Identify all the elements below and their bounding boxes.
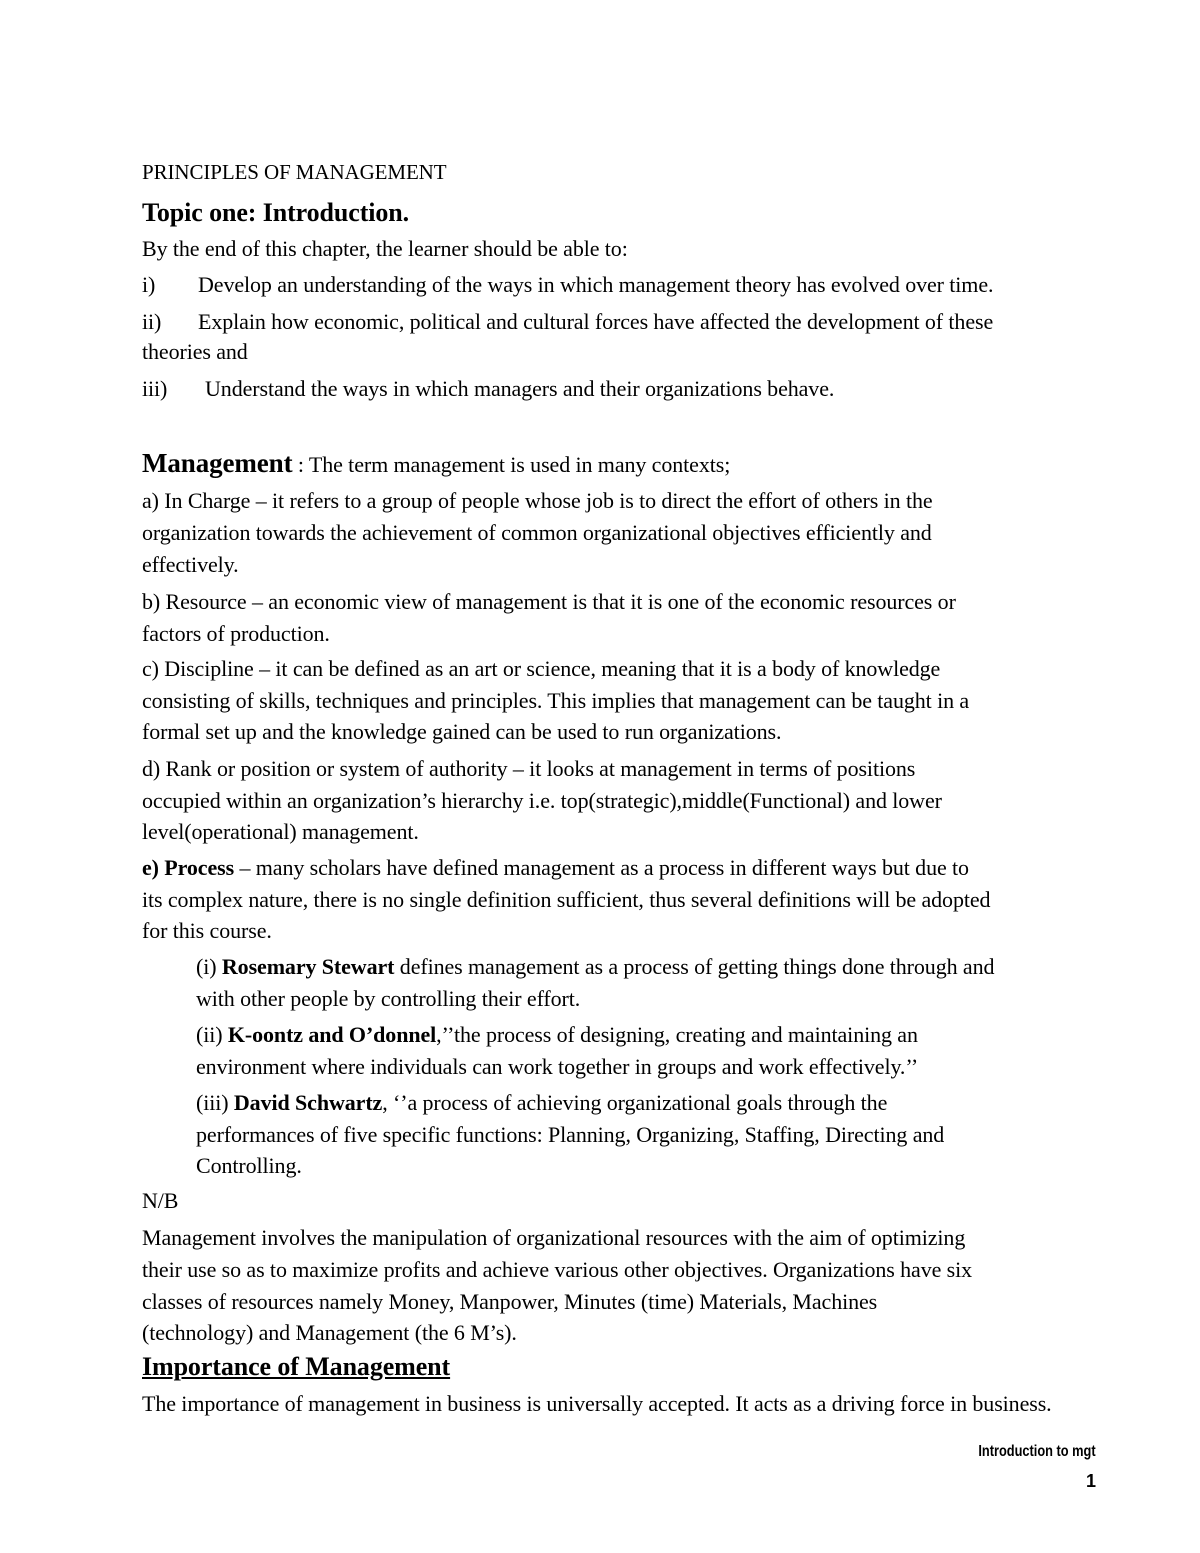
definition-text: , ‘’a process of achieving organizational goals through the	[382, 1090, 888, 1115]
definition-item	[196, 952, 994, 982]
management-heading: Management	[142, 448, 293, 478]
author-name: David Schwartz	[233, 1090, 383, 1115]
paragraph-line: classes of resources namely Money, Manpower, Minutes (time) Materials, Machines	[142, 1289, 878, 1314]
objective-item	[142, 270, 993, 300]
paragraph-line: organization towards the achievement of common organizational objectives efficiently and	[142, 520, 932, 545]
paragraph-line: their use so as to maximize profits and achieve various other objectives. Organizations have six	[142, 1257, 973, 1282]
importance-text: The importance of management in business is universally accepted. It acts as a driving force in business.	[142, 1391, 1052, 1416]
paragraph-line: level(operational) management.	[142, 819, 419, 844]
page-number: 1	[1085, 1471, 1096, 1491]
paragraph-line	[142, 853, 969, 883]
paragraph-line: performances of five specific functions: Planning, Organizing, Staffing, Directing and	[196, 1122, 945, 1147]
objective-continuation: theories and	[142, 339, 248, 364]
paragraph-line: formal set up and the knowledge gained can be used to run organizations.	[142, 719, 782, 744]
document-title: PRINCIPLES OF MANAGEMENT	[142, 160, 447, 184]
definition-number: (i)	[196, 954, 222, 979]
paragraph-line: a) In Charge – it refers to a group of people whose job is to direct the effort of others in the	[142, 488, 933, 513]
definition-number: (ii)	[196, 1022, 228, 1047]
topic-heading: Topic one: Introduction.	[142, 198, 410, 227]
management-definition-line	[142, 448, 730, 480]
paragraph-line: effectively.	[142, 552, 239, 577]
author-name: Rosemary Stewart	[221, 954, 395, 979]
paragraph-line: Management involves the manipulation of organizational resources with the aim of optimizing	[142, 1225, 966, 1250]
process-label: e) Process	[142, 855, 235, 880]
management-intro: : The term management is used in many contexts;	[292, 452, 731, 477]
process-text: – many scholars have defined management as a process in different ways but due to	[234, 855, 969, 880]
objective-text: Explain how economic, political and cultural forces have affected the development of these	[198, 309, 994, 334]
paragraph-line: b) Resource – an economic view of management is that it is one of the economic resources or	[142, 589, 956, 614]
nb-label: N/B	[142, 1188, 179, 1213]
footer-label: Introduction to mgt	[978, 1443, 1096, 1460]
paragraph-line: with other people by controlling their effort.	[196, 986, 581, 1011]
paragraph-line: (technology) and Management (the 6 M’s).	[142, 1320, 517, 1345]
objective-text: Develop an understanding of the ways in which management theory has evolved over time.	[198, 272, 994, 297]
intro-text: By the end of this chapter, the learner should be able to:	[142, 236, 628, 261]
definition-item	[196, 1020, 918, 1050]
paragraph-line: consisting of skills, techniques and principles. This implies that management can be taught in a	[142, 688, 970, 713]
author-name: K-oontz and O’donnel	[227, 1022, 437, 1047]
objective-item	[142, 307, 993, 337]
paragraph-line: environment where individuals can work together in groups and work effectively.’’	[196, 1054, 919, 1079]
importance-heading: Importance of Management	[142, 1352, 451, 1381]
objective-text: Understand the ways in which managers and their organizations behave.	[205, 376, 835, 401]
paragraph-line: for this course.	[142, 918, 272, 943]
definition-text: defines management as a process of getting things done through and	[394, 954, 995, 979]
definition-item	[196, 1088, 887, 1118]
definition-text: ,’’the process of designing, creating and maintaining an	[436, 1022, 918, 1047]
objective-item	[142, 374, 834, 404]
objective-number: i)	[142, 272, 156, 297]
paragraph-line: occupied within an organization’s hierarchy i.e. top(strategic),middle(Functional) and lower	[142, 788, 942, 813]
paragraph-line: factors of production.	[142, 621, 330, 646]
objective-number: iii)	[142, 376, 168, 401]
objective-number: ii)	[142, 309, 162, 334]
paragraph-line: Controlling.	[196, 1153, 302, 1178]
paragraph-line: d) Rank or position or system of authority – it looks at management in terms of positions	[142, 756, 916, 781]
definition-number: (iii)	[196, 1090, 234, 1115]
paragraph-line: its complex nature, there is no single definition sufficient, thus several definitions will be adopted	[142, 887, 991, 912]
paragraph-line: c) Discipline – it can be defined as an art or science, meaning that it is a body of knowledge	[142, 656, 941, 681]
